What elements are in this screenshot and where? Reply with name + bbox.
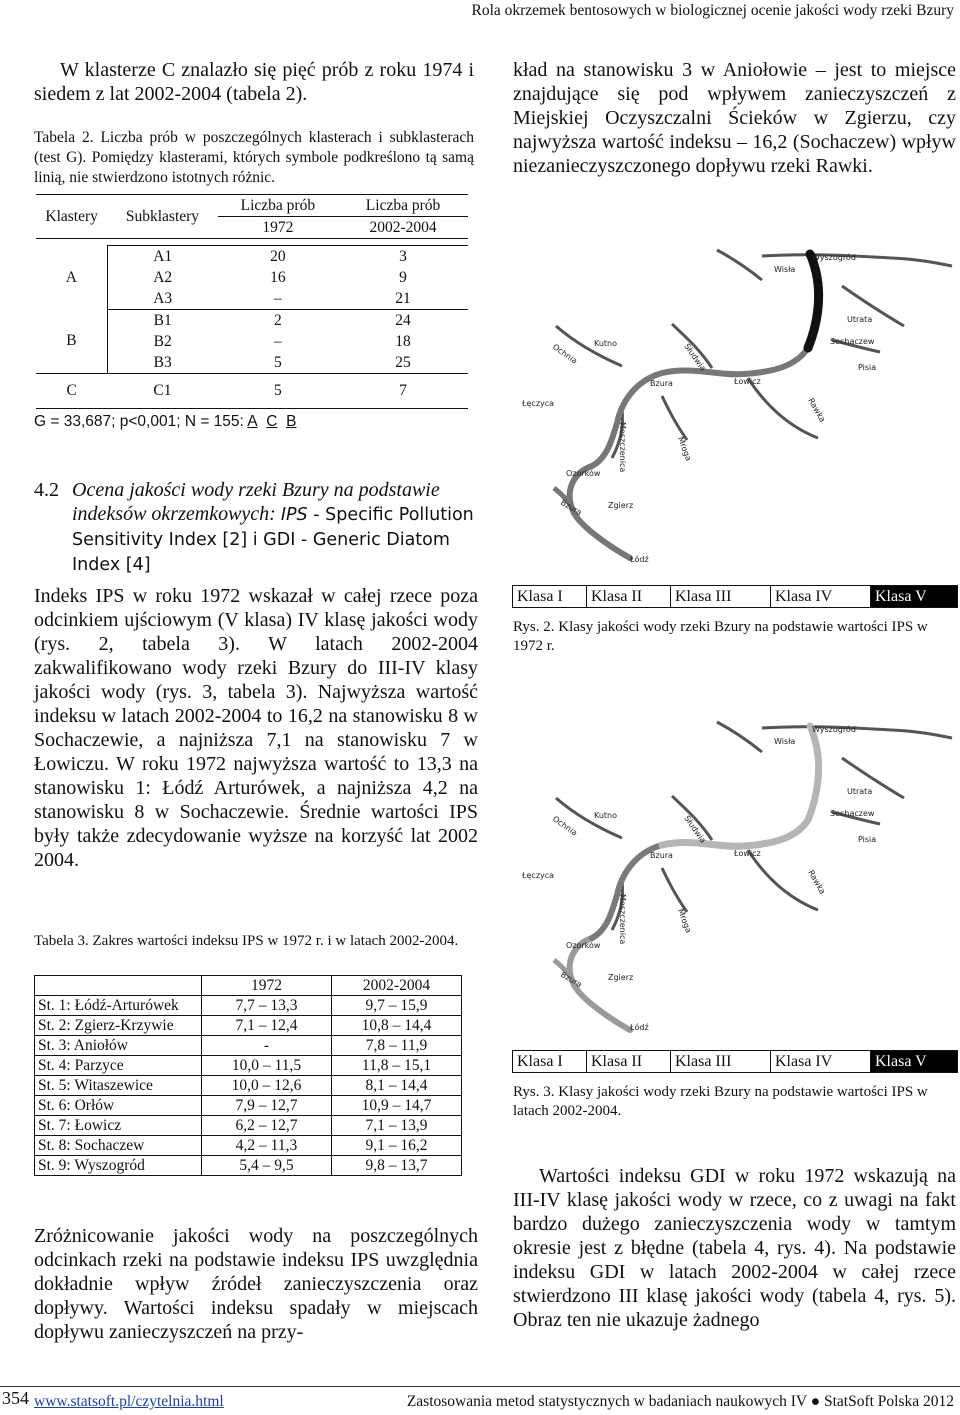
table2-row bbox=[36, 374, 468, 409]
range-1972: 10,0 – 12,6 bbox=[202, 1076, 332, 1096]
range-1972: 10,0 – 11,5 bbox=[202, 1056, 332, 1076]
map-label-pisia: Pisia bbox=[858, 363, 877, 372]
map-label-rawka: Rawka bbox=[806, 868, 828, 896]
map-label-moszczenica: Moszczenica bbox=[618, 422, 627, 473]
range-1972: 4,2 – 11,3 bbox=[202, 1136, 332, 1156]
map-label-wyszogrod: Wyszogród bbox=[812, 725, 856, 734]
table2-header-year-2002: 2002-2004 bbox=[338, 217, 468, 239]
section-number: 4.2 bbox=[34, 479, 59, 501]
map-label-bzura-upper: Bzura bbox=[559, 497, 584, 518]
table-row bbox=[35, 996, 462, 1016]
map-label-sochaczew: Sochaczew bbox=[830, 337, 875, 346]
map-label-leczyca: Łęczyca bbox=[522, 399, 555, 408]
map-label-zgierz: Zgierz bbox=[608, 973, 634, 982]
table3-caption: Tabela 3. Zakres wartości indeksu IPS w 1972 r. i w latach 2002-2004. bbox=[34, 933, 459, 949]
table2-value-2002: 25 bbox=[395, 353, 411, 371]
station-name: St. 1: Łódź-Arturówek bbox=[35, 996, 202, 1016]
table2-caption: Tabela 2. Liczba prób w poszczególnych klasterach i subklasterach (test G). Pomiędzy klasterami, których symbole podkreślono tą samą linią, nie stwierdzono istotnych różnic. bbox=[34, 129, 474, 186]
page-number: 354 bbox=[2, 1388, 29, 1408]
map-label-wisla: Wisła bbox=[774, 737, 796, 746]
range-2002: 11,8 – 15,1 bbox=[332, 1056, 462, 1076]
map-label-sludwia: Słudwia bbox=[682, 341, 708, 373]
stat-cluster-a: A bbox=[247, 413, 258, 430]
range-1972: 7,9 – 12,7 bbox=[202, 1096, 332, 1116]
map-label-sludwia: Słudwia bbox=[682, 813, 708, 845]
map-figure-2 bbox=[512, 228, 958, 580]
table2-value-2002: 9 bbox=[399, 268, 407, 286]
table2-value-2002: 7 bbox=[338, 374, 468, 409]
table2-sub: A3 bbox=[107, 288, 217, 310]
legend-class-i: Klasa I bbox=[513, 1051, 587, 1072]
map-label-kutno: Kutno bbox=[594, 339, 618, 348]
table2-header-klastery: Klastery bbox=[36, 195, 107, 239]
table2-sub: A1 bbox=[107, 246, 217, 268]
range-1972: - bbox=[202, 1036, 332, 1056]
station-name: St. 6: Orłów bbox=[35, 1096, 202, 1116]
page-footer bbox=[0, 1386, 960, 1413]
legend-class-ii: Klasa II bbox=[587, 1051, 671, 1072]
table2-header-liczba-2002: Liczba prób bbox=[338, 195, 468, 217]
table3-header-2002: 2002-2004 bbox=[332, 976, 462, 996]
range-1972: 7,1 – 12,4 bbox=[202, 1016, 332, 1036]
table2-cluster: A bbox=[65, 268, 77, 286]
map-label-lodz: Łódź bbox=[630, 555, 649, 564]
test-g-line bbox=[34, 413, 296, 431]
range-2002: 10,9 – 14,7 bbox=[332, 1096, 462, 1116]
table-row bbox=[35, 1056, 462, 1076]
table2-value-1972: 5 bbox=[218, 374, 338, 409]
map-label-ozorkow: Ozorków bbox=[566, 941, 601, 950]
table2-value-1972: 2 bbox=[218, 310, 338, 332]
right-top-paragraph: kład na stanowisku 3 w Aniołowie – jest to miejsce znajdujące się pod wpływem zanieczyszczeń z Miejskiej Oczyszczalni Ścieków w Zgierzu, czy najwyższa wartość indeksu – 16,2 (Sochaczew) wpływ niezanieczyszczonego dopływu rzeki Rawki. bbox=[513, 59, 956, 177]
map-label-utrata: Utrata bbox=[847, 315, 873, 324]
map-label-pisia: Pisia bbox=[858, 835, 877, 844]
table2-sub: B2 bbox=[107, 331, 217, 352]
table2-header-year-1972: 1972 bbox=[218, 217, 338, 239]
range-2002: 7,8 – 11,9 bbox=[332, 1036, 462, 1056]
footer-link[interactable]: www.statsoft.pl/czytelnia.html bbox=[34, 1393, 224, 1410]
intro-paragraph: W klasterze C znalazło się pięć prób z roku 1974 i siedem z lat 2002-2004 (tabela 2). bbox=[34, 59, 474, 105]
mroga-river bbox=[662, 868, 687, 912]
legend-class-i: Klasa I bbox=[513, 586, 587, 607]
range-2002: 8,1 – 14,4 bbox=[332, 1076, 462, 1096]
stat-cluster-c: C bbox=[266, 413, 278, 430]
table-row bbox=[35, 1156, 462, 1176]
map-label-mroga: Mroga bbox=[676, 435, 694, 463]
legend-class-iii: Klasa III bbox=[671, 586, 771, 607]
tributary-wisla-left bbox=[717, 722, 762, 752]
table2-row bbox=[36, 310, 468, 332]
footer-conference: Zastosowania metod statystycznych w badaniach naukowych IV ● StatSoft Polska 2012 bbox=[406, 1393, 954, 1410]
table2-value-2002: 18 bbox=[395, 332, 411, 350]
section-title-rest: - Specific Pollution Sensitivity Index [2] i GDI - Generic Diatom Index [4] bbox=[72, 505, 474, 575]
map-label-lodz: Łódź bbox=[630, 1023, 649, 1032]
map-label-ochnia: Ochnia bbox=[550, 342, 579, 366]
table2-value-2002: 24 bbox=[338, 310, 468, 332]
table-row bbox=[35, 1076, 462, 1096]
table2-sub: B3 bbox=[107, 352, 217, 374]
fig2-caption: Rys. 2. Klasy jakości wody rzeki Bzury na podstawie wartości IPS w 1972 r. bbox=[513, 619, 928, 654]
table2-value-1972: – bbox=[273, 332, 282, 350]
table2-sub: A2 bbox=[107, 267, 217, 288]
table2-header-subklastery: Subklastery bbox=[107, 195, 217, 239]
legend-class-ii: Klasa II bbox=[587, 586, 671, 607]
map-label-zgierz: Zgierz bbox=[608, 501, 634, 510]
legend-class-iii: Klasa III bbox=[671, 1051, 771, 1072]
range-2002: 9,7 – 15,9 bbox=[332, 996, 462, 1016]
table2-value-1972: 5 bbox=[273, 353, 282, 371]
table2-value-1972: 20 bbox=[218, 246, 338, 268]
legend-class-iv: Klasa IV bbox=[771, 586, 871, 607]
station-name: St. 3: Aniołów bbox=[35, 1036, 202, 1056]
section-heading bbox=[34, 478, 474, 577]
table2-row bbox=[36, 246, 468, 268]
table2-value-1972: – bbox=[273, 289, 282, 307]
running-head: Rola okrzemek bentosowych w biologicznej ocenie jakości wody rzeki Bzury bbox=[471, 2, 954, 19]
map-label-ozorkow: Ozorków bbox=[566, 469, 601, 478]
range-1972: 5,4 – 9,5 bbox=[202, 1156, 332, 1176]
table2-value-2002: 3 bbox=[338, 246, 468, 268]
map-label-moszczenica: Moszczenica bbox=[618, 894, 627, 945]
range-1972: 7,7 – 13,3 bbox=[202, 996, 332, 1016]
map-label-bzura-upper: Bzura bbox=[559, 969, 584, 990]
mroga-river bbox=[662, 396, 687, 440]
ips-paragraph: Indeks IPS w roku 1972 wskazał w całej rzece poza odcinkiem ujściowym (V klasa) IV klasę jakości wody (rys. 2, tabela 3). W latach 2002-2004 zakwalifikowano wody rzeki Bzury do III-IV klasy jakości wody (rys. 3, tabela 3). Najwyższa wartość indeksu w latach 2002-2004 to 16,2 na stanowisku 8 w Sochaczewie, a najniższa 7,1 na stanowisku 7 w Łowiczu. W roku 1972 najwyższa wartość to 13,3 na stanowisku 1: Łódź Arturówek, a najniższa 4,2 na stanowisku 8 w Sochaczewie. Średnie wartości IPS były także zdecydowanie wyższe na korzyść lat 2002 2004. bbox=[34, 585, 478, 871]
section-title-ips: IPS bbox=[280, 505, 308, 525]
bzura-river-class-v bbox=[808, 254, 819, 348]
range-1972: 6,2 – 12,7 bbox=[202, 1116, 332, 1136]
map-label-lowicz: Łowicz bbox=[734, 849, 761, 858]
map-label-ochnia: Ochnia bbox=[550, 814, 579, 838]
table3 bbox=[34, 975, 462, 1176]
table-row bbox=[35, 1016, 462, 1036]
tributary-wisla-left bbox=[717, 250, 762, 280]
station-name: St. 7: Łowicz bbox=[35, 1116, 202, 1136]
range-2002: 10,8 – 14,4 bbox=[332, 1016, 462, 1036]
legend-class-v: Klasa V bbox=[871, 1051, 957, 1072]
station-name: St. 2: Zgierz-Krzywie bbox=[35, 1016, 202, 1036]
map-label-utrata: Utrata bbox=[847, 787, 873, 796]
gdi-paragraph: Wartości indeksu GDI w roku 1972 wskazują na III-IV klasę jakości wody w rzece, co z uwagi na fakt bardzo dużego zanieczyszczenia wody w tamtym okresie jest z błędne (tabela 4, rys. 4). Na podstawie indeksu GDI w latach 2002-2004 w całej rzece stwierdzono III klasę jakości wody (tabela 4, rys. 5). Obraz ten nie ukazuje żadnego bbox=[513, 1165, 956, 1331]
map-label-rawka: Rawka bbox=[806, 396, 828, 424]
map-label-mroga: Mroga bbox=[676, 907, 694, 935]
class-legend-1 bbox=[512, 585, 958, 608]
range-2002: 7,1 – 13,9 bbox=[332, 1116, 462, 1136]
range-2002: 9,8 – 13,7 bbox=[332, 1156, 462, 1176]
stat-cluster-b: B bbox=[286, 413, 297, 430]
table2 bbox=[36, 194, 468, 409]
map-figure-3 bbox=[512, 700, 958, 1048]
section-title: Ocena jakości wody rzeki Bzury na podstawie indeksów okrzemkowych: bbox=[72, 479, 440, 525]
table-row bbox=[35, 1136, 462, 1156]
table2-cluster: C bbox=[36, 374, 107, 409]
rawka-river bbox=[748, 378, 818, 438]
class-legend-2 bbox=[512, 1050, 958, 1073]
legend-class-iv: Klasa IV bbox=[771, 1051, 871, 1072]
legend-class-v: Klasa V bbox=[871, 586, 957, 607]
stat-text: G = 33,687; p<0,001; N = 155: bbox=[34, 413, 248, 430]
table2-sub: C1 bbox=[107, 374, 217, 409]
table2-header-liczba-1972: Liczba prób bbox=[218, 195, 338, 217]
station-name: St. 4: Parzyce bbox=[35, 1056, 202, 1076]
map-label-wyszogrod: Wyszogród bbox=[812, 253, 856, 262]
map-label-wisla: Wisła bbox=[774, 265, 796, 274]
station-name: St. 8: Sochaczew bbox=[35, 1136, 202, 1156]
table3-header-1972: 1972 bbox=[202, 976, 332, 996]
table2-value-2002: 21 bbox=[395, 289, 411, 307]
station-name: St. 5: Witaszewice bbox=[35, 1076, 202, 1096]
range-2002: 9,1 – 16,2 bbox=[332, 1136, 462, 1156]
table2-value-1972: 16 bbox=[270, 268, 286, 286]
table-row bbox=[35, 1116, 462, 1136]
map-label-kutno: Kutno bbox=[594, 811, 618, 820]
map-label-bzura: Bzura bbox=[650, 379, 673, 388]
table-row bbox=[35, 1096, 462, 1116]
map-label-bzura: Bzura bbox=[650, 851, 673, 860]
table2-sub: B1 bbox=[107, 310, 217, 332]
map-label-leczyca: Łęczyca bbox=[522, 871, 555, 880]
table2-cluster: B bbox=[66, 332, 77, 350]
map-label-sochaczew: Sochaczew bbox=[830, 809, 875, 818]
map-label-lowicz: Łowicz bbox=[734, 377, 761, 386]
station-name: St. 9: Wyszogród bbox=[35, 1156, 202, 1176]
rawka-river bbox=[748, 850, 818, 910]
fig3-caption: Rys. 3. Klasy jakości wody rzeki Bzury na podstawie wartości IPS w latach 2002-2004. bbox=[513, 1084, 928, 1119]
bottom-paragraph: Zróżnicowanie jakości wody na poszczególnych odcinkach rzeki na podstawie indeksu IPS uwzględnia dokładnie wpływ źródeł zanieczyszczenia oraz dopływy. Wartości indeksu spadały w miejscach dopływu zanieczyszczeń na przy- bbox=[34, 1225, 478, 1343]
table-row bbox=[35, 1036, 462, 1056]
